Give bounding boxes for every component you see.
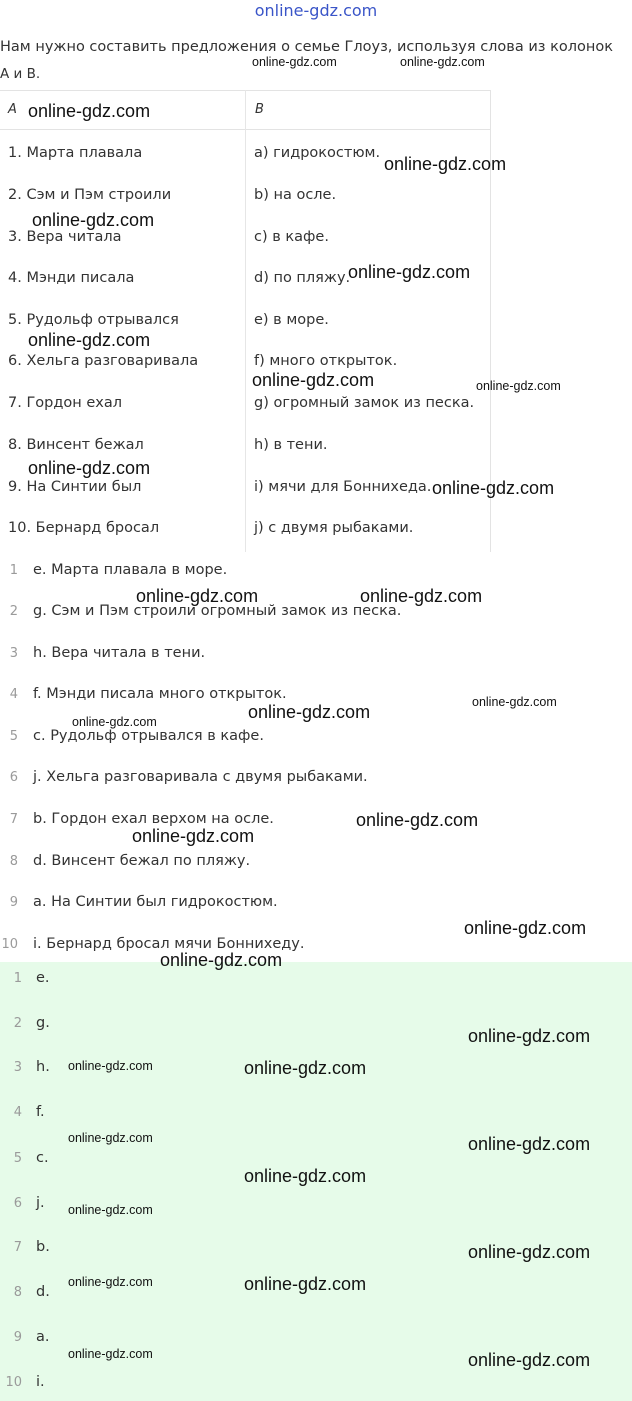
watermark: online-gdz.com — [28, 330, 151, 350]
list-item — [0, 1059, 50, 1081]
watermark: online-gdz.com — [160, 950, 283, 970]
list-item — [0, 645, 205, 665]
item-number: 9 — [9, 895, 18, 910]
answer-sentence: e. Марта плавала в море. — [33, 562, 228, 578]
table-cell-b: i) мячи для Боннихеда. — [254, 479, 432, 495]
answer-letter: j. — [36, 1195, 45, 1211]
list-item — [0, 1284, 50, 1306]
watermark: online-gdz.com — [468, 1134, 591, 1154]
table-cell-b: a) гидрокостюм. — [254, 145, 381, 161]
item-number: 2 — [13, 1016, 22, 1031]
answer-sentence: c. Рудольф отрывался в кафе. — [33, 728, 264, 744]
list-item — [0, 1329, 50, 1351]
table-cell-a: 9. На Синтии был — [8, 479, 142, 495]
column-b-header: B — [255, 102, 264, 117]
answer-sentence: d. Винсент бежал по пляжу. — [33, 853, 251, 869]
list-item — [0, 686, 287, 706]
watermark: online-gdz.com — [244, 1058, 367, 1078]
answer-sentence: h. Вера читала в тени. — [33, 645, 206, 661]
list-item — [0, 769, 368, 789]
answer-letter: b. — [36, 1239, 50, 1255]
table-cell-a: 2. Сэм и Пэм строили — [8, 187, 172, 203]
column-a-header: A — [8, 102, 17, 117]
watermark: online-gdz.com — [72, 715, 157, 729]
list-item — [0, 728, 264, 748]
item-number: 7 — [13, 1240, 22, 1255]
answer-letter: h. — [36, 1059, 50, 1075]
answer-letter: d. — [36, 1284, 50, 1300]
table-cell-b: g) огромный замок из песка. — [254, 395, 475, 411]
answer-letter: c. — [36, 1150, 49, 1166]
table-cell-a: 4. Мэнди писала — [8, 270, 135, 286]
watermark: online-gdz.com — [28, 458, 151, 478]
item-number: 5 — [9, 729, 18, 744]
watermark: online-gdz.com — [348, 262, 471, 282]
answer-letter: a. — [36, 1329, 50, 1345]
watermark: online-gdz.com — [132, 826, 255, 846]
table-cell-b: b) на осле. — [254, 187, 337, 203]
site-title[interactable]: online-gdz.com — [254, 1, 378, 20]
table-cell-a: 1. Марта плавала — [8, 145, 143, 161]
watermark: online-gdz.com — [68, 1131, 153, 1145]
table-cell-a: 6. Хельга разговаривала — [8, 353, 199, 369]
answer-sentence: a. На Синтии был гидрокостюм. — [33, 894, 278, 910]
watermark: online-gdz.com — [360, 586, 483, 606]
list-item — [0, 1374, 45, 1396]
list-item — [0, 853, 250, 873]
watermark: online-gdz.com — [400, 55, 485, 69]
answer-letter: e. — [36, 970, 50, 986]
table-cell-a: 3. Вера читала — [8, 229, 122, 245]
watermark: online-gdz.com — [468, 1026, 591, 1046]
list-item — [0, 970, 50, 992]
table-cell-a: 5. Рудольф отрывался — [8, 312, 179, 328]
item-number: 3 — [13, 1060, 22, 1075]
item-number: 1 — [13, 971, 22, 986]
watermark: online-gdz.com — [252, 55, 337, 69]
answer-sentence: b. Гордон ехал верхом на осле. — [33, 811, 274, 827]
watermark: online-gdz.com — [468, 1242, 591, 1262]
answer-letter: g. — [36, 1015, 50, 1031]
instructions-line-1: Нам нужно составить предложения о семье Глоуз, используя слова из колонок — [0, 39, 613, 55]
table-cell-a: 8. Винсент бежал — [8, 437, 144, 453]
item-number: 7 — [9, 812, 18, 827]
answer-sentence: f. Мэнди писала много открыток. — [33, 686, 287, 702]
answer-letter: f. — [36, 1104, 45, 1120]
watermark: online-gdz.com — [68, 1203, 153, 1217]
watermark: online-gdz.com — [252, 370, 375, 390]
item-number: 2 — [9, 604, 18, 619]
item-number: 10 — [5, 1375, 22, 1390]
watermark: online-gdz.com — [356, 810, 479, 830]
full-answers-list — [0, 552, 632, 962]
answer-sentence: g. Сэм и Пэм строили огромный замок из песка. — [33, 603, 402, 619]
watermark: online-gdz.com — [244, 1166, 367, 1186]
answer-sentence: j. Хельга разговаривала с двумя рыбаками. — [33, 769, 368, 785]
item-number: 8 — [13, 1285, 22, 1300]
item-number: 6 — [9, 770, 18, 785]
watermark: online-gdz.com — [68, 1347, 153, 1361]
watermark: online-gdz.com — [472, 695, 557, 709]
list-item — [0, 1150, 49, 1172]
column-divider — [245, 90, 246, 552]
watermark: online-gdz.com — [244, 1274, 367, 1294]
watermark: online-gdz.com — [464, 918, 587, 938]
watermark: online-gdz.com — [32, 210, 155, 230]
watermark: online-gdz.com — [28, 101, 151, 121]
item-number: 5 — [13, 1151, 22, 1166]
watermark: online-gdz.com — [476, 379, 561, 393]
list-item — [0, 1015, 50, 1037]
list-item — [0, 894, 278, 914]
table-cell-b: e) в море. — [254, 312, 329, 328]
item-number: 4 — [9, 687, 18, 702]
item-number: 8 — [9, 854, 18, 869]
watermark: online-gdz.com — [68, 1059, 153, 1073]
item-number: 1 — [9, 563, 18, 578]
watermark: online-gdz.com — [468, 1350, 591, 1370]
answer-letter: i. — [36, 1374, 45, 1390]
instructions-line-2: A и B. — [0, 66, 41, 82]
table-cell-b: c) в кафе. — [254, 229, 329, 245]
table-cell-b: d) по пляжу. — [254, 270, 351, 286]
answer-sentence: i. Бернард бросал мячи Боннихеду. — [33, 936, 305, 952]
item-number: 4 — [13, 1105, 22, 1120]
watermark: online-gdz.com — [248, 702, 371, 722]
list-item — [0, 1239, 50, 1261]
watermark: online-gdz.com — [68, 1275, 153, 1289]
list-item — [0, 1195, 45, 1217]
table-cell-b: f) много открыток. — [254, 353, 398, 369]
watermark: online-gdz.com — [432, 478, 555, 498]
item-number: 10 — [1, 937, 18, 952]
item-number: 9 — [13, 1330, 22, 1345]
list-item — [0, 1104, 45, 1126]
table-cell-b: h) в тени. — [254, 437, 328, 453]
item-number: 3 — [9, 646, 18, 661]
list-item — [0, 562, 227, 582]
watermark: online-gdz.com — [136, 586, 259, 606]
table-cell-b: j) с двумя рыбаками. — [254, 520, 414, 536]
watermark: online-gdz.com — [384, 154, 507, 174]
table-cell-a: 7. Гордон ехал — [8, 395, 123, 411]
table-cell-a: 10. Бернард бросал — [8, 520, 160, 536]
item-number: 6 — [13, 1196, 22, 1211]
